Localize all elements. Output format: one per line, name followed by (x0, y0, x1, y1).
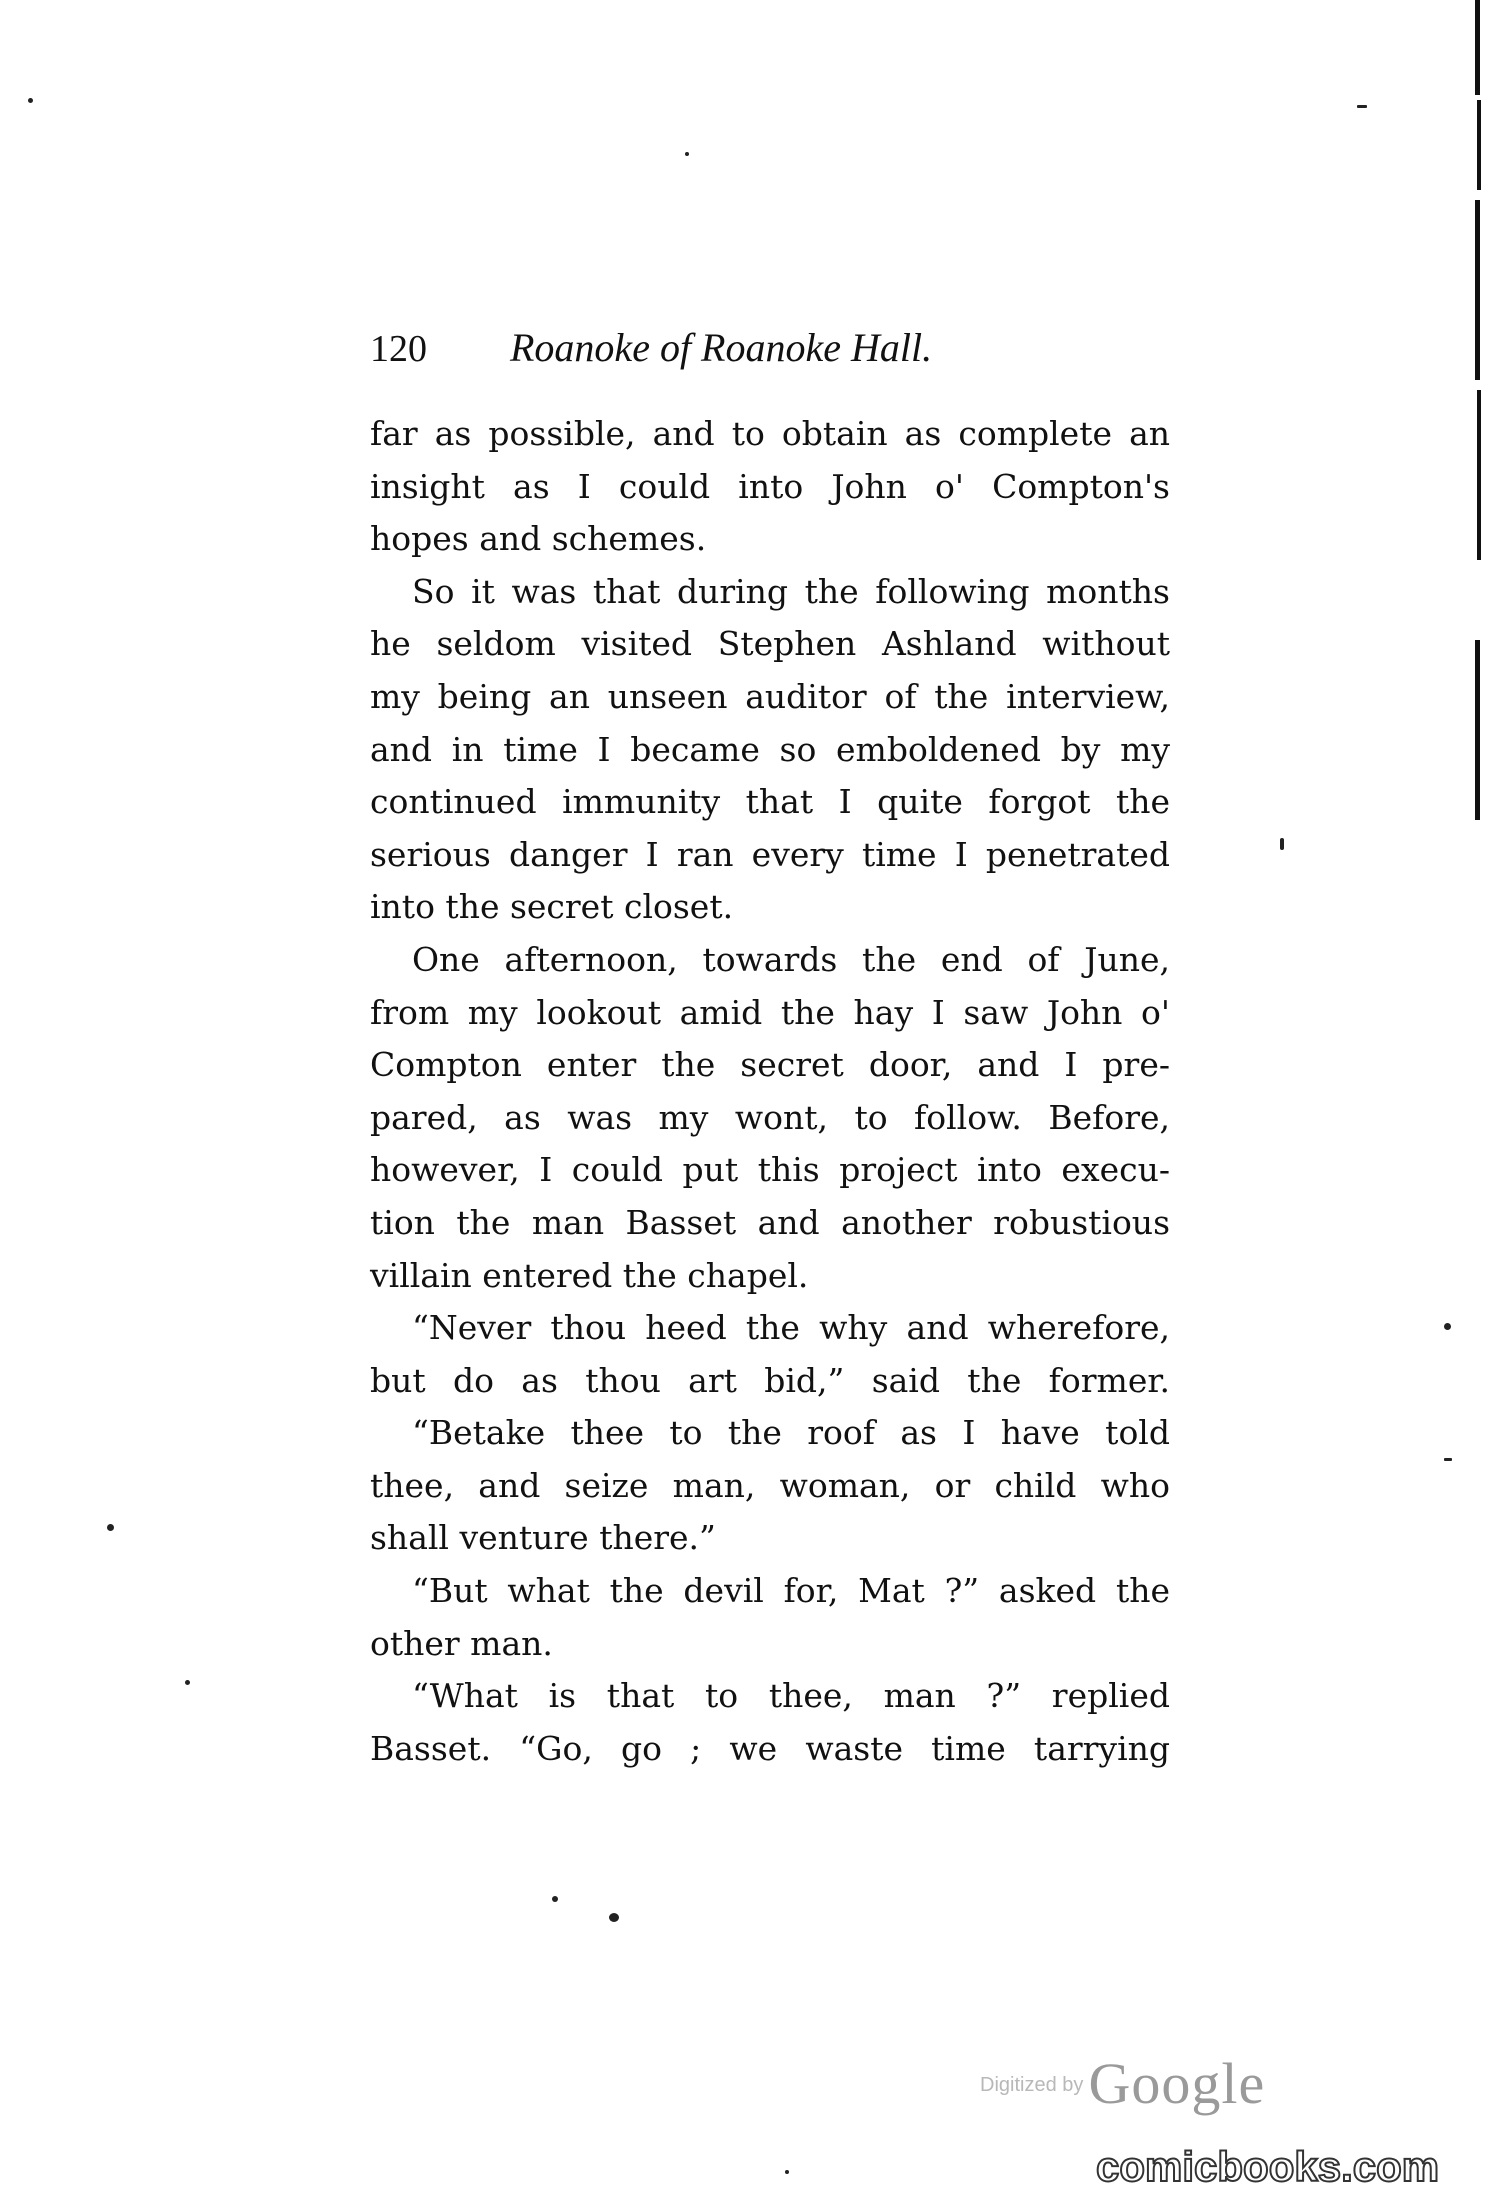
text-line: my being an unseen auditor of the interview, (370, 676, 1170, 716)
text-line: serious danger I ran every time I penetrated (370, 834, 1170, 874)
text-line: and in time I became so emboldened by my (370, 729, 1170, 769)
scan-speck (785, 2170, 789, 2174)
text-line: pared, as was my wont, to follow. Before, (370, 1097, 1170, 1137)
text-line: far as possible, and to obtain as complete an (370, 414, 1170, 453)
scan-speck (1444, 1458, 1452, 1461)
digitized-by-text: Digitized by (980, 2074, 1084, 2096)
text-line: “Betake thee to the roof as I have told (412, 1413, 1170, 1453)
scan-speck (552, 1896, 558, 1902)
text-line: villain entered the chapel. (370, 1255, 809, 1295)
text-line: So it was that during the following months (412, 571, 1170, 611)
scanned-page-edge (1471, 0, 1488, 830)
running-title: Roanoke of Roanoke Hall. (510, 325, 933, 370)
running-head (370, 318, 1170, 378)
scan-speck (1444, 1323, 1451, 1330)
text-line: insight as I could into John o' Compton's (370, 466, 1170, 506)
text-line: tion the man Basset and another robustious (370, 1202, 1170, 1242)
text-line: other man. (370, 1623, 553, 1663)
text-line: hopes and schemes. (370, 519, 707, 559)
edge-bar (1477, 390, 1481, 560)
text-line: “But what the devil for, Mat ?” asked the (412, 1571, 1170, 1611)
scan-speck (28, 98, 33, 103)
scan-speck (1357, 105, 1367, 108)
text-line: he seldom visited Stephen Ashland without (370, 624, 1170, 664)
edge-bar (1477, 100, 1481, 190)
scan-speck (107, 1524, 114, 1531)
scan-speck (609, 1913, 619, 1922)
text-line: continued immunity that I quite forgot the (370, 782, 1170, 822)
edge-bar (1475, 200, 1480, 380)
text-line: One afternoon, towards the end of June, (412, 939, 1170, 979)
scan-speck (185, 1680, 190, 1685)
text-line: into the secret closet. (370, 887, 734, 927)
text-line: but do as thou art bid,” said the former. (370, 1360, 1170, 1400)
edge-bar (1475, 0, 1480, 95)
scan-speck (1280, 838, 1284, 850)
text-line: Basset. “Go, go ; we waste time tarrying (370, 1728, 1170, 1768)
edge-bar (1475, 640, 1480, 820)
scan-speck (685, 152, 689, 156)
text-line: however, I could put this project into execu- (370, 1150, 1170, 1190)
text-line: from my lookout amid the hay I saw John o' (370, 992, 1170, 1032)
page-number: 120 (370, 328, 427, 370)
text-line: thee, and seize man, woman, or child who (370, 1465, 1170, 1505)
google-watermark (980, 2050, 1300, 2120)
text-line: shall venture there.” (370, 1518, 716, 1558)
text-line: Compton enter the secret door, and I pre- (370, 1045, 1170, 1085)
text-line: “What is that to thee, man ?” replied (412, 1676, 1170, 1716)
site-watermark: comicbooks.com (1096, 2143, 1440, 2190)
body-text (370, 408, 1170, 1775)
text-line: “Never thou heed the why and wherefore, (412, 1308, 1170, 1348)
google-logo-text: Google (1088, 2051, 1266, 2116)
